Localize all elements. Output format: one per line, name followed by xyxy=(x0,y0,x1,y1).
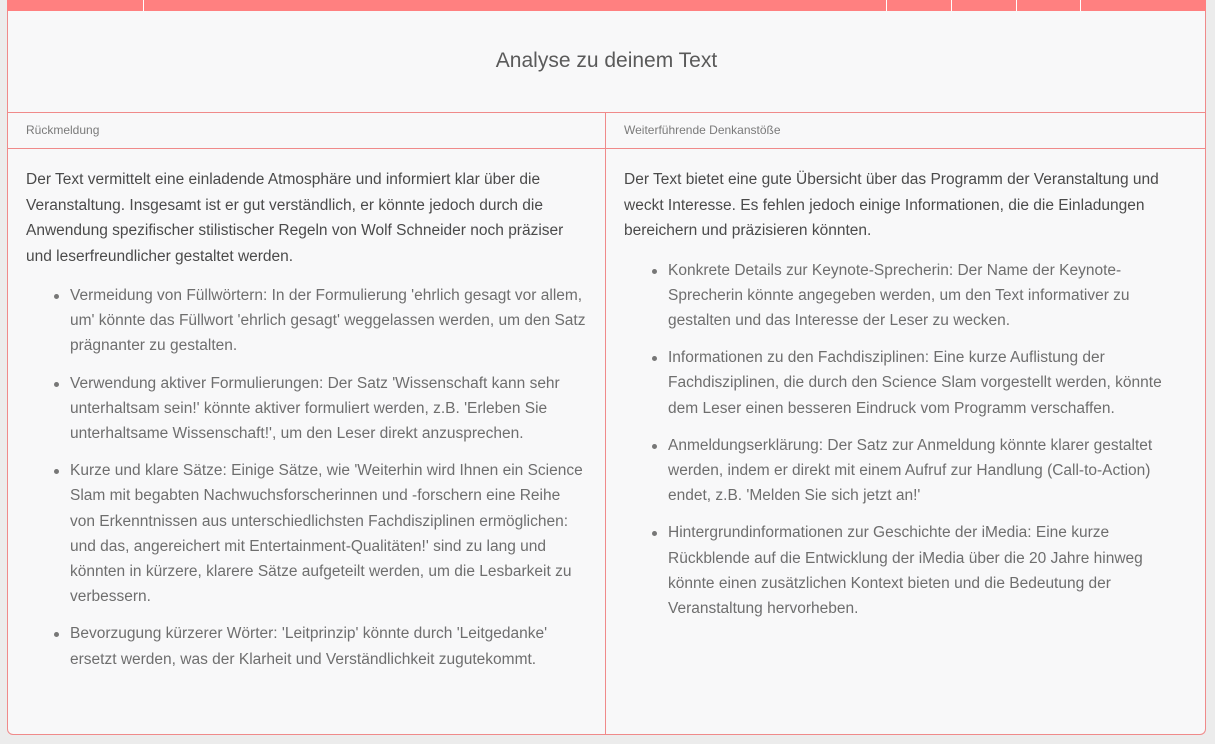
ideas-intro: Der Text bietet eine gute Übersicht über das Programm der Veranstaltung und weckt Interesse. Es fehlen jedoch einige Informationen, die die Einladungen bereichern und präzisieren könnten. xyxy=(624,171,1159,239)
tab-divider xyxy=(1016,0,1017,11)
analysis-panel xyxy=(7,11,1206,735)
feedback-list xyxy=(26,283,587,672)
tab-divider xyxy=(886,0,887,11)
list-item: Hintergrundinformationen zur Geschichte der iMedia: Eine kurze Rückblende auf die Entwicklung der iMedia über die 20 Jahre hinweg könnte einen zusätzlichen Kontext bieten und die Bedeutung der Veranstaltung hervorheben. xyxy=(668,520,1187,621)
list-item: Vermeidung von Füllwörtern: In der Formulierung 'ehrlich gesagt vor allem, um' könnte das Füllwort 'ehrlich gesagt' weggelassen werden, um den Satz prägnanter zu gestalten. xyxy=(70,283,587,359)
top-tab-bar xyxy=(7,0,1206,11)
tab-divider xyxy=(951,0,952,11)
list-item: Konkrete Details zur Keynote-Sprecherin: Der Name der Keynote-Sprecherin könnte angegeben werden, um den Text informativer zu gestalten und das Interesse der Leser zu wecken. xyxy=(668,258,1187,334)
list-item: Kurze und klare Sätze: Einige Sätze, wie 'Weiterhin wird Ihnen ein Science Slam mit begabten Nachwuchsforscherinnen und -forschern eine Reihe von Erkenntnissen aus unterschiedlichsten Fachdisziplinen ermöglichen: und das, angereichert mit Entertainment-Qualitäten!' sind zu lang und könnten in kürzere, klarere Sätze aufgeteilt werden, um die Lesbarkeit zu verbessern. xyxy=(70,458,587,609)
ideas-column xyxy=(606,113,1205,734)
tab-divider xyxy=(1080,0,1081,11)
feedback-column xyxy=(8,113,606,734)
list-item: Bevorzugung kürzerer Wörter: 'Leitprinzip' könnte durch 'Leitgedanke' ersetzt werden, was der Klarheit und Verständlichkeit zugutekommt. xyxy=(70,621,587,671)
ideas-header: Weiterführende Denkanstöße xyxy=(606,113,1205,149)
page-title: Analyse zu deinem Text xyxy=(8,11,1205,113)
list-item: Verwendung aktiver Formulierungen: Der Satz 'Wissenschaft kann sehr unterhaltsam sein!' könnte aktiver formuliert werden, z.B. 'Erleben Sie unterhaltsame Wissenschaft!', um den Leser direkt anzusprechen. xyxy=(70,371,587,447)
ideas-body xyxy=(606,149,1205,621)
tab-divider xyxy=(143,0,144,11)
list-item: Anmeldungserklärung: Der Satz zur Anmeldung könnte klarer gestaltet werden, indem er direkt mit einem Aufruf zur Handlung (Call-to-Action) endet, z.B. 'Melden Sie sich jetzt an!' xyxy=(668,433,1187,509)
feedback-body xyxy=(8,149,605,672)
feedback-intro: Der Text vermittelt eine einladende Atmosphäre und informiert klar über die Veranstaltung. Insgesamt ist er gut verständlich, er könnte jedoch durch die Anwendung spezifischer stilistischer Regeln von Wolf Schneider noch präziser und leserfreundlicher gestaltet werden. xyxy=(26,171,564,265)
ideas-list xyxy=(624,258,1187,622)
feedback-header: Rückmeldung xyxy=(8,113,605,149)
list-item: Informationen zu den Fachdisziplinen: Eine kurze Auflistung der Fachdisziplinen, die durch den Science Slam vorgestellt werden, könnte dem Leser einen besseren Eindruck vom Programm verschaffen. xyxy=(668,345,1187,421)
